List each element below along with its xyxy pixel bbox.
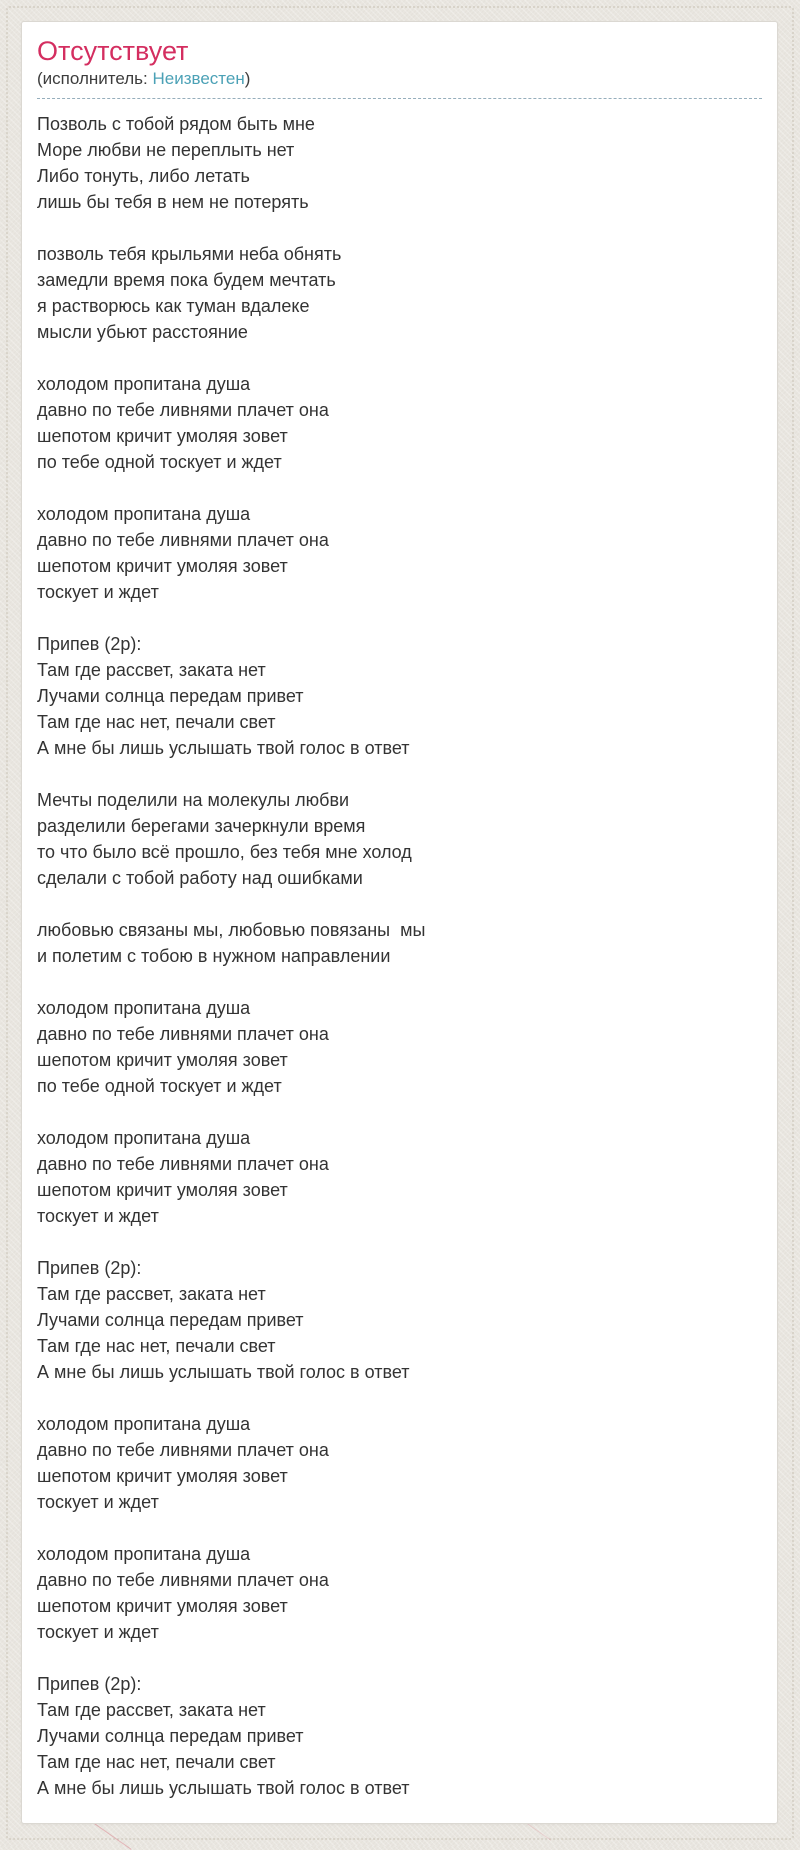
lyric-line: тоскует и ждет	[37, 1492, 159, 1512]
lyric-line: Припев (2р):	[37, 1258, 142, 1278]
lyric-line: шепотом кричит умоляя зовет	[37, 1180, 288, 1200]
stanza	[37, 631, 762, 761]
lyric-line: холодом пропитана душа	[37, 1128, 251, 1148]
lyric-line: А мне бы лишь услышать твой голос в ответ	[37, 1362, 410, 1382]
lyric-line: шепотом кричит умоляя зовет	[37, 426, 288, 446]
stanza	[37, 111, 762, 215]
lyric-line: мысли убьют расстояние	[37, 322, 248, 342]
lyric-line: Море любви не переплыть нет	[37, 140, 295, 160]
lyric-line: шепотом кричит умоляя зовет	[37, 1050, 288, 1070]
lyric-line: холодом пропитана душа	[37, 1544, 251, 1564]
song-title: Отсутствует	[37, 36, 189, 66]
lyric-line: холодом пропитана душа	[37, 1414, 251, 1434]
lyric-line: любовью связаны мы, любовью повязаны мы	[37, 920, 426, 940]
lyric-line: холодом пропитана душа	[37, 998, 251, 1018]
lyric-line: лишь бы тебя в нем не потерять	[37, 192, 309, 212]
lyric-line: разделили берегами зачеркнули время	[37, 816, 366, 836]
lyrics-text	[37, 99, 762, 1801]
lyric-line: тоскует и ждет	[37, 1206, 159, 1226]
lyric-line: Припев (2р):	[37, 1674, 142, 1694]
lyric-line: Либо тонуть, либо летать	[37, 166, 250, 186]
artist-link[interactable]: Неизвестен	[152, 69, 245, 88]
lyric-line: Там где рассвет, заката нет	[37, 660, 266, 680]
lyric-line: Припев (2р):	[37, 634, 142, 654]
artist-line	[37, 69, 762, 99]
lyric-line: Там где нас нет, печали свет	[37, 712, 276, 732]
lyric-line: давно по тебе ливнями плачет она	[37, 1440, 329, 1460]
lyric-line: А мне бы лишь услышать твой голос в ответ	[37, 738, 410, 758]
lyric-line: давно по тебе ливнями плачет она	[37, 1154, 329, 1174]
lyric-line: и полетим с тобою в нужном направлении	[37, 946, 391, 966]
lyric-line: шепотом кричит умоляя зовет	[37, 556, 288, 576]
lyric-line: давно по тебе ливнями плачет она	[37, 1024, 329, 1044]
stanza	[37, 1255, 762, 1385]
lyric-line: Там где нас нет, печали свет	[37, 1752, 276, 1772]
lyric-line: тоскует и ждет	[37, 1622, 159, 1642]
stanza	[37, 1671, 762, 1801]
lyric-line: Там где рассвет, заката нет	[37, 1284, 266, 1304]
lyric-line: давно по тебе ливнями плачет она	[37, 1570, 329, 1590]
artist-label-suffix: )	[244, 69, 251, 88]
lyric-line: холодом пропитана душа	[37, 504, 251, 524]
stanza	[37, 917, 762, 969]
lyric-line: позволь тебя крыльями неба обнять	[37, 244, 342, 264]
lyric-line: Лучами солнца передам привет	[37, 1726, 304, 1746]
stanza	[37, 1541, 762, 1645]
lyric-line: сделали с тобой работу над ошибками	[37, 868, 363, 888]
stanza	[37, 1411, 762, 1515]
stanza	[37, 241, 762, 345]
lyric-line: шепотом кричит умоляя зовет	[37, 1466, 288, 1486]
lyric-line: по тебе одной тоскует и ждет	[37, 1076, 282, 1096]
stanza	[37, 371, 762, 475]
lyric-line: холодом пропитана душа	[37, 374, 251, 394]
lyric-line: Лучами солнца передам привет	[37, 686, 304, 706]
artist-label: (исполнитель:	[37, 69, 153, 88]
lyric-line: то что было всё прошло, без тебя мне холод	[37, 842, 412, 862]
lyric-line: Позволь с тобой рядом быть мне	[37, 114, 315, 134]
lyric-line: я растворюсь как туман вдалеке	[37, 296, 310, 316]
lyric-line: Там где нас нет, печали свет	[37, 1336, 276, 1356]
stanza	[37, 501, 762, 605]
lyric-line: тоскует и ждет	[37, 582, 159, 602]
stanza	[37, 1125, 762, 1229]
lyric-line: давно по тебе ливнями плачет она	[37, 530, 329, 550]
lyrics-card	[21, 21, 778, 1824]
lyric-line: по тебе одной тоскует и ждет	[37, 452, 282, 472]
stanza	[37, 787, 762, 891]
lyric-line: Мечты поделили на молекулы любви	[37, 790, 350, 810]
lyric-line: замедли время пока будем мечтать	[37, 270, 336, 290]
lyric-line: шепотом кричит умоляя зовет	[37, 1596, 288, 1616]
lyric-line: давно по тебе ливнями плачет она	[37, 400, 329, 420]
lyric-line: Лучами солнца передам привет	[37, 1310, 304, 1330]
stanza	[37, 995, 762, 1099]
lyric-line: А мне бы лишь услышать твой голос в ответ	[37, 1778, 410, 1798]
lyric-line: Там где рассвет, заката нет	[37, 1700, 266, 1720]
